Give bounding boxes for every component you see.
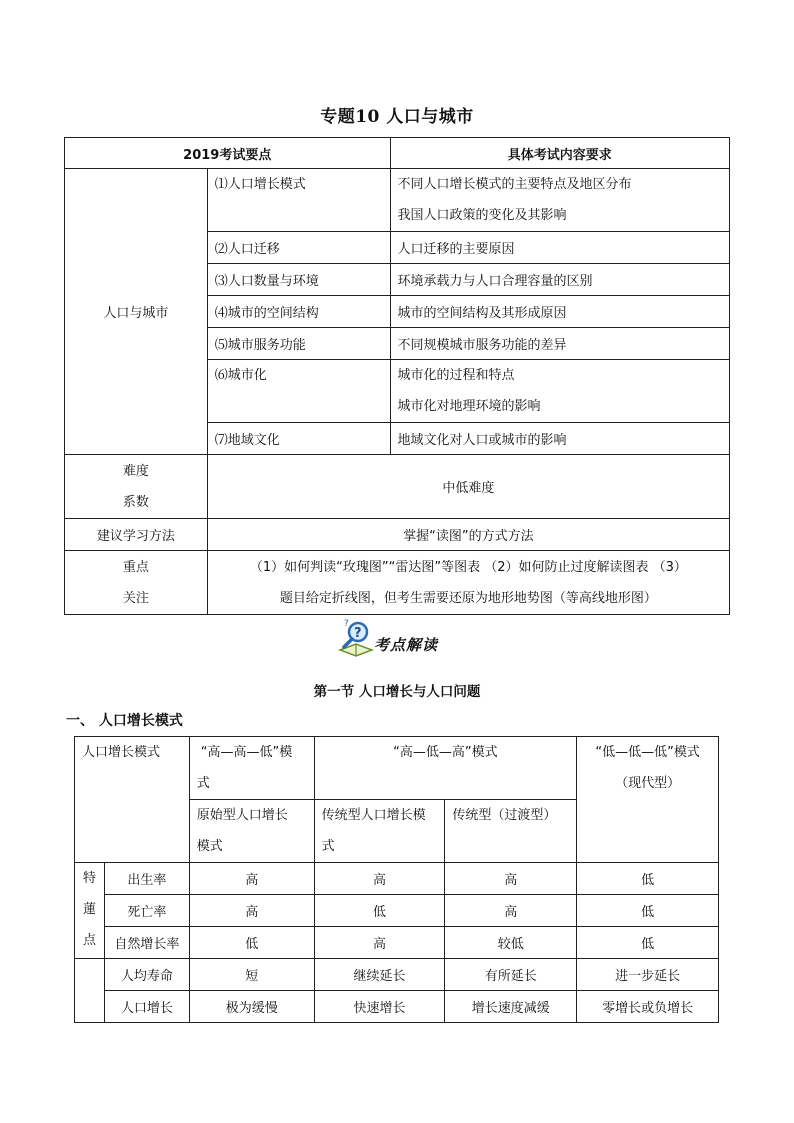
row-label: 死亡率	[104, 895, 189, 927]
table-cell: 高	[314, 863, 445, 895]
topic-cell: ⑴人口增长模式	[207, 169, 390, 232]
sub1-header: 原始型人口增长 模式	[189, 800, 314, 863]
table-cell: 高	[445, 895, 577, 927]
topic-cell: ⑷城市的空间结构	[207, 296, 390, 328]
growth-mode-table	[74, 736, 719, 1023]
row-label: 人口增长	[104, 991, 189, 1023]
header-exam-points: 2019考试要点	[65, 138, 391, 169]
requirement-cell: 不同规模城市服务功能的差异	[390, 328, 729, 360]
requirement-cell: 环境承载力与人口合理容量的区别	[390, 264, 729, 296]
page-title: 专题10 人口与城市	[320, 107, 474, 127]
topic-cell: ⑶人口数量与环境	[207, 264, 390, 296]
focus-label: 重点 关注	[65, 551, 208, 615]
topic-cell: ⑹城市化	[207, 360, 390, 423]
mode2-header: “高—低—高”模式	[314, 737, 577, 800]
corner-cell: 人口增长模式	[75, 737, 190, 863]
header-requirements: 具体考试内容要求	[390, 138, 729, 169]
svg-text:?: ?	[344, 619, 349, 629]
feature-label: 特 蓮 点	[75, 863, 105, 959]
table-cell: 短	[189, 959, 314, 991]
table-cell: 高	[314, 927, 445, 959]
table-cell: 较低	[445, 927, 577, 959]
difficulty-value: 中低难度	[207, 455, 729, 519]
requirements-table	[64, 137, 730, 615]
requirement-cell: 人口迁移的主要原因	[390, 232, 729, 264]
exam-points-badge	[336, 616, 460, 662]
topic-cell: ⑵人口迁移	[207, 232, 390, 264]
row-label: 出生率	[104, 863, 189, 895]
row-label: 自然增长率	[104, 927, 189, 959]
requirement-cell: 不同人口增长模式的主要特点及地区分布 我国人口政策的变化及其影响	[390, 169, 729, 232]
table-cell: 继续延长	[314, 959, 445, 991]
table-cell: 低	[189, 927, 314, 959]
sub3-header: 传统型（过渡型）	[445, 800, 577, 863]
subheading: 一、 人口增长模式	[66, 713, 183, 729]
sub2-header: 传统型人口增长模 式	[314, 800, 445, 863]
method-value: 掌握“读图”的方式方法	[207, 519, 729, 551]
requirement-cell: 地域文化对人口或城市的影响	[390, 423, 729, 455]
feature-label-blank	[75, 959, 105, 1023]
svg-text:?: ?	[354, 626, 362, 641]
difficulty-label: 难度 系数	[65, 455, 208, 519]
requirement-cell: 城市的空间结构及其形成原因	[390, 296, 729, 328]
table-cell: 低	[577, 863, 719, 895]
focus-value: （1）如何判读“玫瑰图”“雷达图”等图表 （2）如何防止过度解读图表 （3） 题目给定折线图，但考生需要还原为地形地势图（等高线地形图）	[207, 551, 729, 615]
table-cell: 快速增长	[314, 991, 445, 1023]
table-cell: 低	[314, 895, 445, 927]
table-cell: 增长速度减缓	[445, 991, 577, 1023]
badge-label: 考点解读	[374, 636, 439, 654]
topic-cell: ⑺地域文化	[207, 423, 390, 455]
table-cell: 低	[577, 895, 719, 927]
table-cell: 高	[189, 863, 314, 895]
table-cell: 极为缓慢	[189, 991, 314, 1023]
requirement-cell: 城市化的过程和特点 城市化对地理环境的影响	[390, 360, 729, 423]
table-cell: 零增长或负增长	[577, 991, 719, 1023]
mode3-header: “低—低—低”模式 （现代型）	[577, 737, 719, 863]
mode1-header: “高—高—低”模 式	[189, 737, 314, 800]
table-cell: 进一步延长	[577, 959, 719, 991]
table-cell: 有所延长	[445, 959, 577, 991]
table-cell: 高	[189, 895, 314, 927]
topic-cell: ⑸城市服务功能	[207, 328, 390, 360]
section-title: 第一节 人口增长与人口问题	[313, 684, 481, 700]
row-label: 人均寿命	[104, 959, 189, 991]
table-cell: 高	[445, 863, 577, 895]
method-label: 建议学习方法	[65, 519, 208, 551]
category-cell: 人口与城市	[65, 169, 208, 455]
table-cell: 低	[577, 927, 719, 959]
